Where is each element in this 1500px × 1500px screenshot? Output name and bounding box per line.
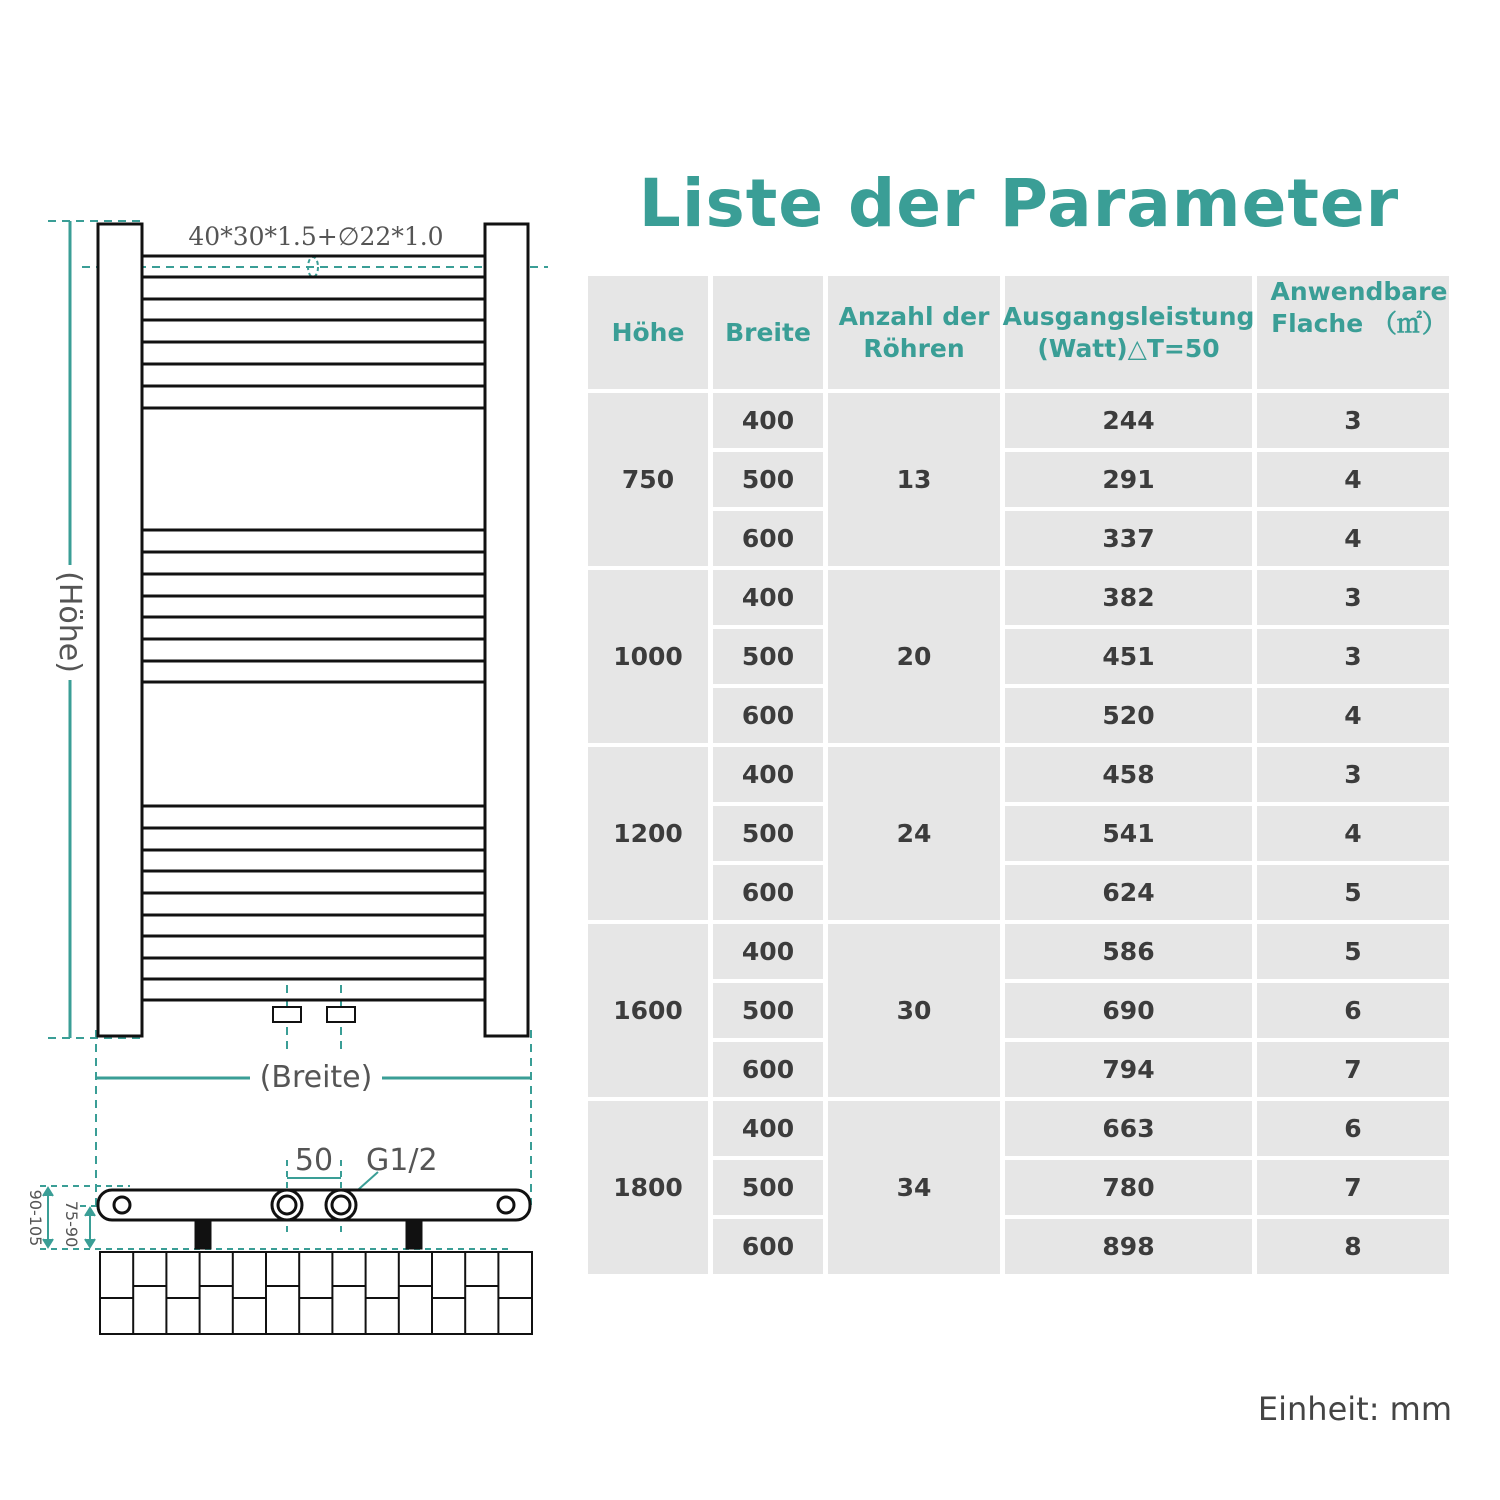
breite-cell: 400 (713, 393, 823, 448)
column-header (1002, 276, 1255, 389)
breite-cell: 500 (713, 452, 823, 507)
valve-right (327, 1007, 355, 1022)
flaeche-cell: 5 (1257, 865, 1449, 920)
watt-cell: 541 (1005, 806, 1252, 861)
watt-cell: 337 (1005, 511, 1252, 566)
hoehe-cell: 1600 (588, 924, 708, 1097)
header-line: Breite (725, 317, 811, 347)
watt-cell: 624 (1005, 865, 1252, 920)
roehren-cell: 34 (828, 1101, 1000, 1274)
left-column (98, 224, 142, 1036)
header-line: Röhren (863, 333, 965, 363)
flaeche-cell: 6 (1257, 1101, 1449, 1156)
hoehe-cell: 1800 (588, 1101, 708, 1274)
hoehe-cell: 750 (588, 393, 708, 566)
connection-spacing-label: 50 (294, 1143, 334, 1178)
header-line: Flache （㎡） (1271, 309, 1447, 338)
hoehe-cell: 1000 (588, 570, 708, 743)
watt-cell: 663 (1005, 1101, 1252, 1156)
flaeche-cell: 5 (1257, 924, 1449, 979)
column-header (1257, 276, 1449, 389)
wall-distance-outer: 90-105 (26, 1189, 45, 1247)
breite-cell: 600 (713, 511, 823, 566)
radiator-bars (142, 256, 485, 1000)
wall-distance-inner: 75-90 (62, 1200, 81, 1248)
breite-cell: 500 (713, 629, 823, 684)
parameter-table (588, 276, 1449, 1274)
top-view-rail (98, 1190, 530, 1220)
flaeche-cell: 3 (1257, 629, 1449, 684)
breite-cell: 500 (713, 1160, 823, 1215)
right-column (485, 224, 528, 1036)
page-title: Liste der Parameter (638, 165, 1400, 242)
breite-cell: 400 (713, 924, 823, 979)
valve-left (273, 1007, 301, 1022)
wall-bracket (407, 1220, 421, 1248)
breite-cell: 400 (713, 570, 823, 625)
watt-cell: 586 (1005, 924, 1252, 979)
breite-cell: 600 (713, 1042, 823, 1097)
roehren-cell: 20 (828, 570, 1000, 743)
flaeche-cell: 4 (1257, 688, 1449, 743)
wall (100, 1252, 532, 1334)
breite-cell: 600 (713, 865, 823, 920)
flaeche-cell: 3 (1257, 393, 1449, 448)
flaeche-cell: 8 (1257, 1219, 1449, 1274)
mount-hole-right (498, 1197, 514, 1213)
wall-tiles (100, 1252, 532, 1334)
roehren-cell: 13 (828, 393, 1000, 566)
header-line: (Watt)△T=50 (1037, 333, 1220, 363)
unit-label: Einheit: mm (1257, 1390, 1452, 1428)
thread-label: G1/2 (366, 1143, 438, 1178)
watt-cell: 794 (1005, 1042, 1252, 1097)
header-line: Ausgangsleistung (1002, 301, 1255, 331)
watt-cell: 898 (1005, 1219, 1252, 1274)
watt-cell: 291 (1005, 452, 1252, 507)
column-header (588, 276, 708, 389)
flaeche-cell: 3 (1257, 570, 1449, 625)
flaeche-cell: 7 (1257, 1160, 1449, 1215)
hoehe-cell: 1200 (588, 747, 708, 920)
header-line: Anzahl der (838, 301, 990, 331)
watt-cell: 690 (1005, 983, 1252, 1038)
header-line: Anwendbare (1270, 277, 1448, 306)
wall-bracket (196, 1220, 210, 1248)
flaeche-cell: 3 (1257, 747, 1449, 802)
watt-cell: 382 (1005, 570, 1252, 625)
roehren-cell: 24 (828, 747, 1000, 920)
roehren-cell: 30 (828, 924, 1000, 1097)
header-line: Höhe (611, 317, 685, 347)
width-label: (Breite) (259, 1060, 373, 1095)
breite-cell: 600 (713, 688, 823, 743)
radiator-diagram (0, 0, 580, 1400)
watt-cell: 451 (1005, 629, 1252, 684)
watt-cell: 458 (1005, 747, 1252, 802)
watt-cell: 520 (1005, 688, 1252, 743)
height-label: (Höhe) (52, 571, 87, 673)
breite-cell: 400 (713, 1101, 823, 1156)
breite-cell: 400 (713, 747, 823, 802)
flaeche-cell: 6 (1257, 983, 1449, 1038)
breite-cell: 500 (713, 806, 823, 861)
flaeche-cell: 4 (1257, 511, 1449, 566)
watt-cell: 244 (1005, 393, 1252, 448)
tube-spec-label: 40*30*1.5+∅22*1.0 (188, 222, 444, 251)
mount-hole-left (114, 1197, 130, 1213)
column-header (828, 276, 1000, 389)
breite-cell: 500 (713, 983, 823, 1038)
column-header (713, 276, 823, 389)
flaeche-cell: 4 (1257, 806, 1449, 861)
watt-cell: 780 (1005, 1160, 1252, 1215)
breite-cell: 600 (713, 1219, 823, 1274)
flaeche-cell: 4 (1257, 452, 1449, 507)
flaeche-cell: 7 (1257, 1042, 1449, 1097)
